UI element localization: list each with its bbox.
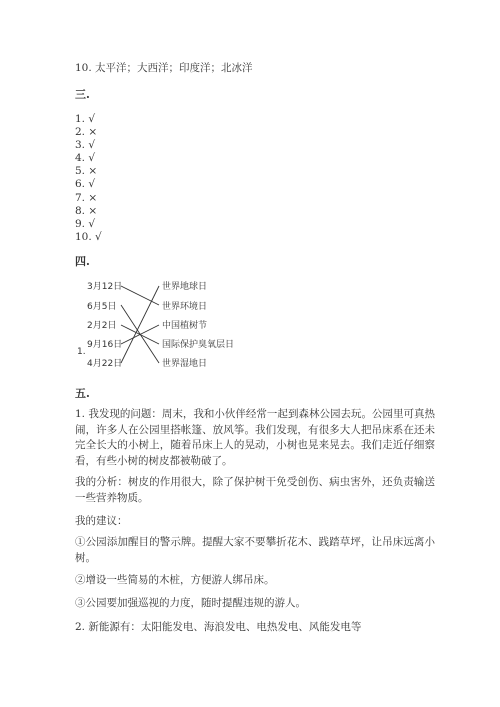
answer-item: 7. ×: [75, 191, 98, 204]
section2-item10: 10. 太平洋；大西洋；印度洋；北冰洋: [75, 62, 253, 74]
problem-paragraph: 1. 我发现的问题：周末，我和小伙伴经常一起到森林公园去玩。公园里可真热闹，许多人在公园里搭帐篷、放风筝。我们发现，有很多大人把吊床系在还未完全长大的小树上，随着吊床上人的晃动，小树也晃来晃去。我们走近仔细察看，有些小树的树皮都被勒破了。: [75, 408, 435, 467]
analysis-paragraph: 我的分析：树皮的作用很大，除了保护树干免受创伤、病虫害外，还负责输送一些营养物质。: [75, 476, 435, 504]
answer-item: 1. √: [75, 113, 96, 125]
match-line: [121, 286, 159, 305]
answer-item: 6. √: [75, 178, 96, 191]
left-date: 4月22日: [87, 359, 123, 369]
section5-heading: 五.: [75, 387, 90, 400]
answer-item: 2. ×: [75, 126, 98, 139]
right-name: 国际保护臭氧层日: [162, 340, 235, 350]
suggestion-2: ②增设一些简易的木桩，方便游人绑吊床。: [75, 574, 275, 586]
answer-item: 10. √: [75, 230, 102, 243]
matching-diagram: [75, 278, 275, 378]
left-date: 6月5日: [87, 302, 117, 312]
answer-item: 5. ×: [75, 165, 98, 178]
right-name: 世界地球日: [162, 282, 208, 292]
answer-item: 3. √: [75, 139, 96, 152]
suggestion-title: 我的建议：: [75, 515, 128, 527]
left-date: 3月12日: [87, 282, 123, 292]
left-date: 2月2日: [87, 321, 117, 331]
right-name: 世界湿地日: [162, 359, 208, 369]
answer-item: 8. ×: [75, 204, 98, 217]
new-energy-paragraph: 2. 新能源有：太阳能发电、海浪发电、电热发电、风能发电等: [75, 621, 362, 633]
suggestion-1: ①公园添加醒目的警示牌。提醒大家不要攀折花木、践踏草坪，让吊床远离小树。: [75, 536, 435, 564]
section4-heading: 四.: [75, 255, 90, 268]
answer-list: [75, 113, 102, 244]
section3-heading: 三.: [75, 88, 90, 101]
item-number: 1.: [77, 347, 86, 357]
answer-item: 4. √: [75, 152, 96, 165]
suggestion-3: ③公园要加强巡视的力度，随时提醒违规的游人。: [75, 597, 306, 609]
match-line: [121, 286, 159, 363]
answer-item: 9. √: [75, 217, 96, 230]
left-date: 9月16日: [87, 340, 123, 350]
right-name: 中国植树节: [162, 321, 208, 331]
right-name: 世界环境日: [162, 302, 208, 312]
